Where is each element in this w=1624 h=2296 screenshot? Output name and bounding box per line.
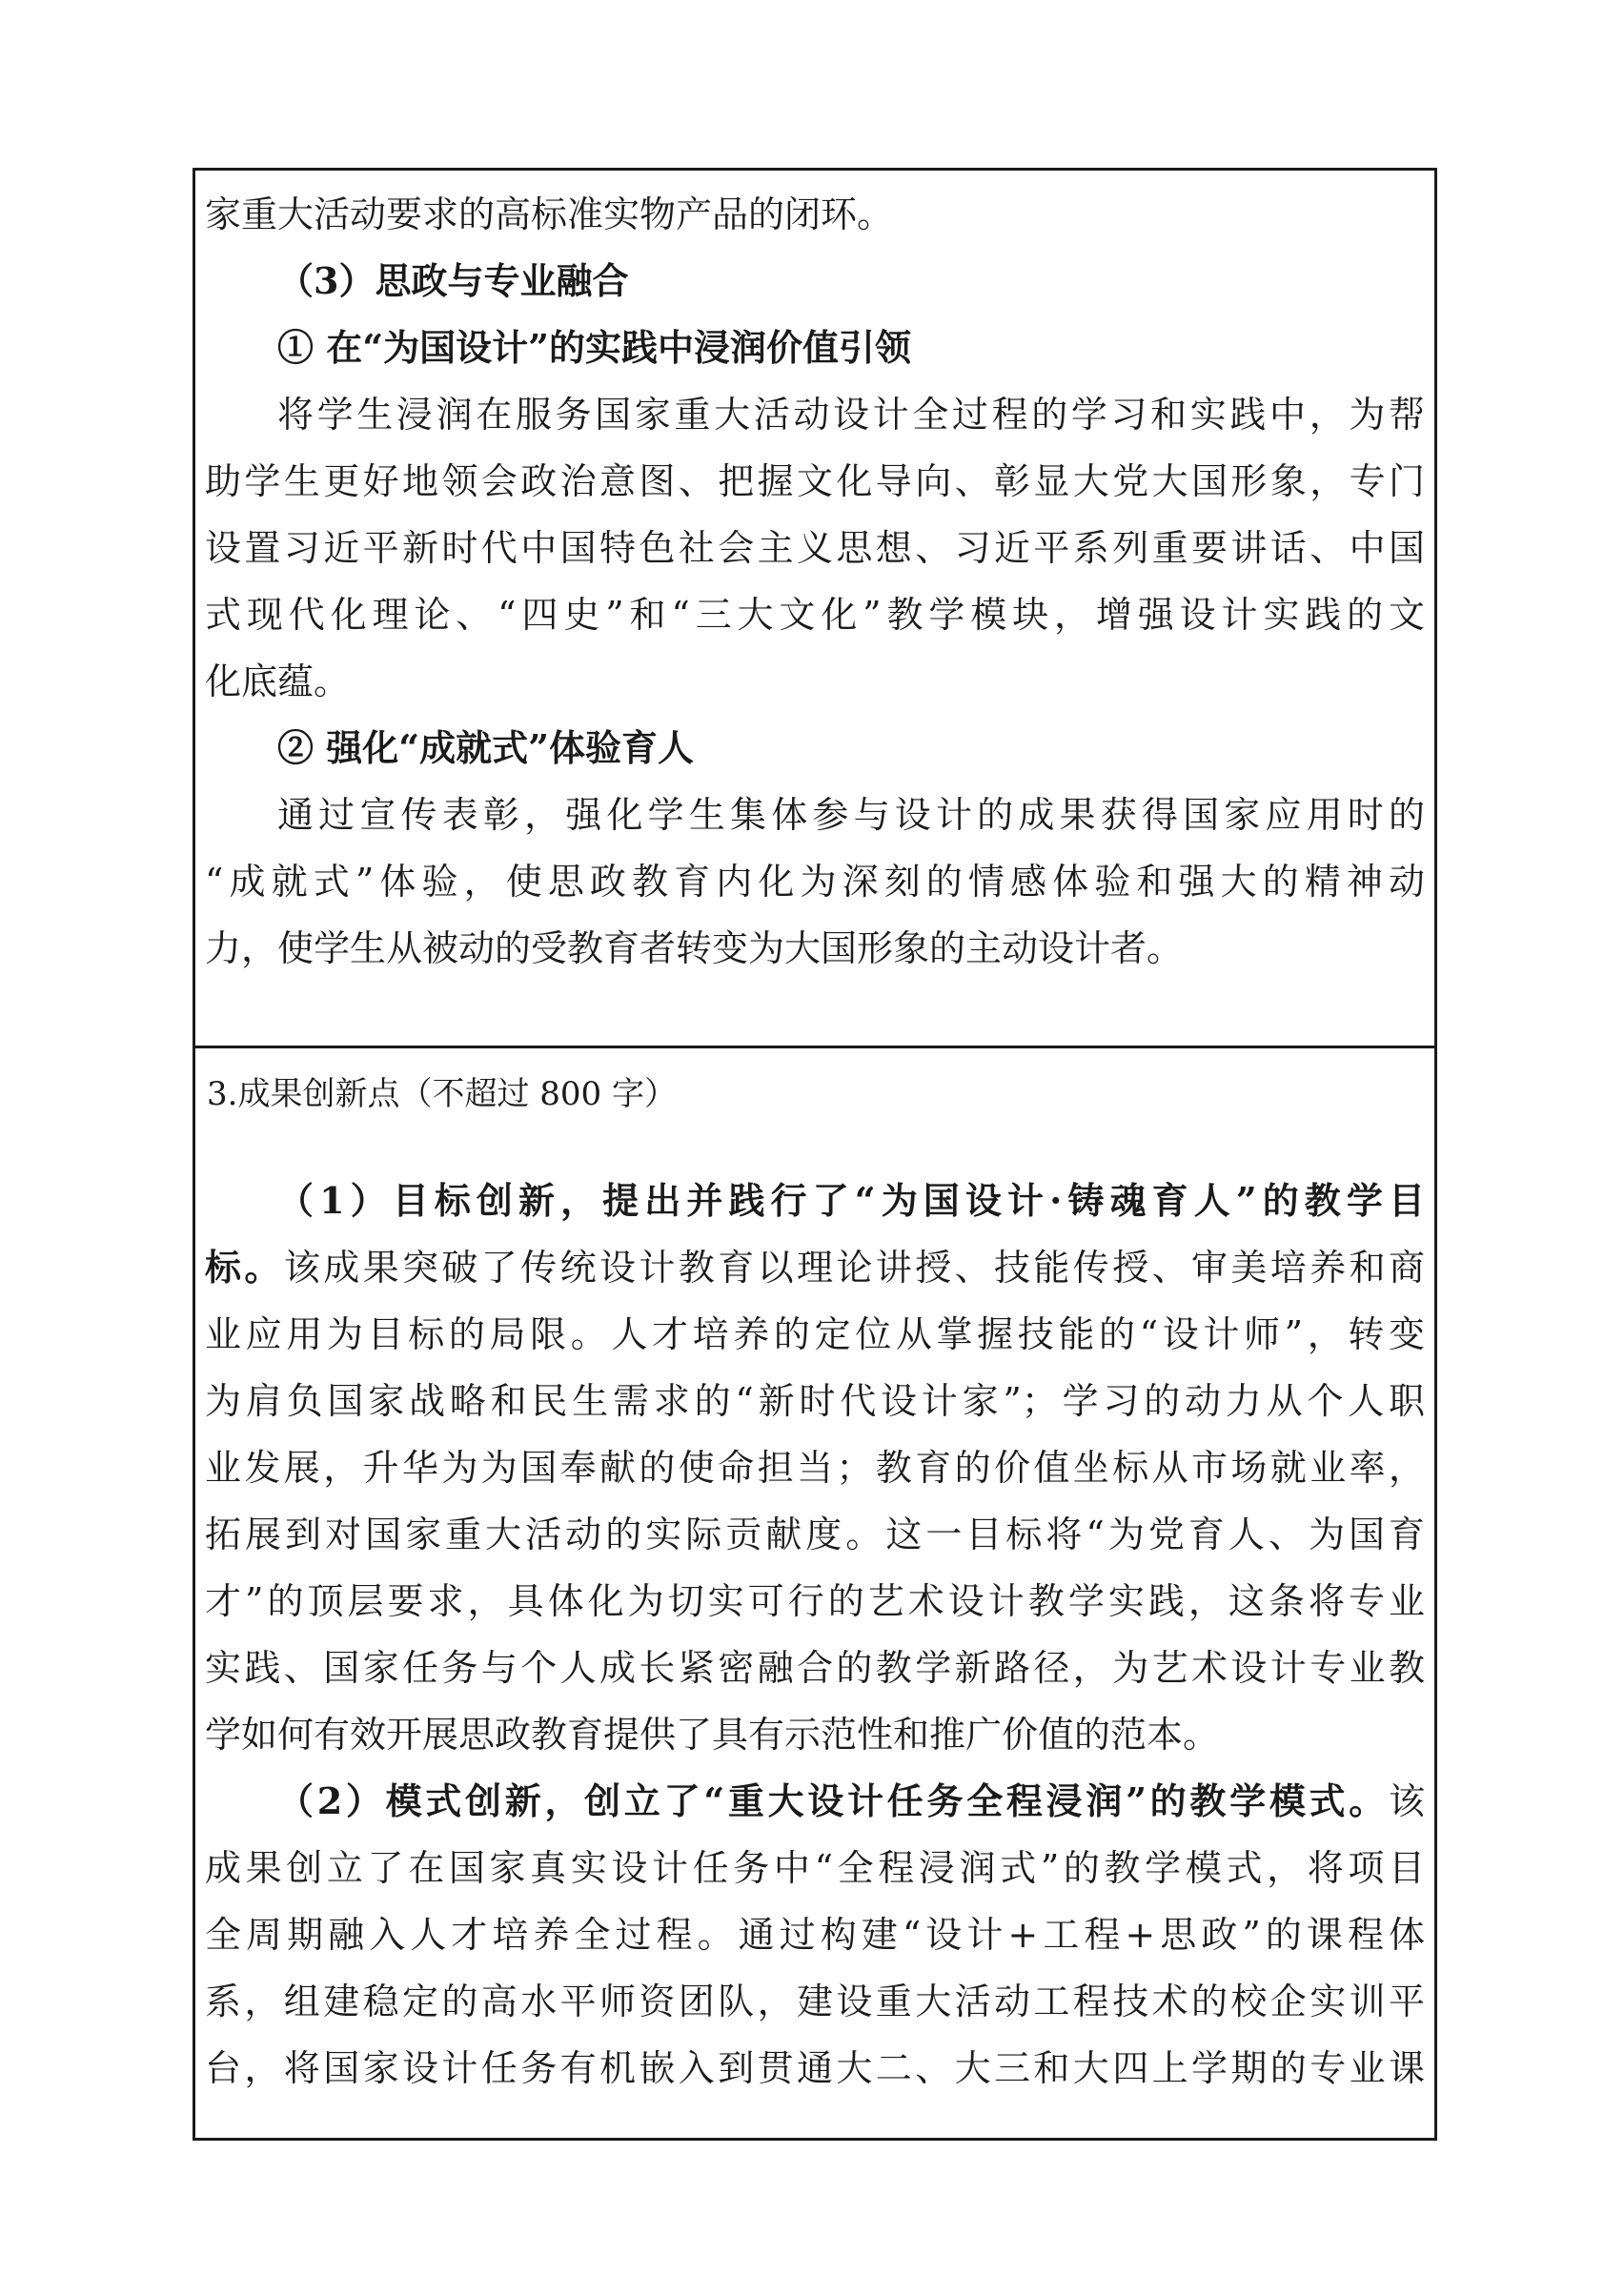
form-table [193, 168, 1437, 2141]
text-line: 台，将国家设计任务有机嵌入到贯通大二、大三和大四上学期的专业课 [205, 2047, 1425, 2089]
text-line: 业应用为目标的局限。人才培养的定位从掌握技能的“设计师”，转变 [205, 1313, 1425, 1355]
section-3-cell [195, 1048, 1434, 2138]
text-line: 化底蕴。 [205, 660, 351, 702]
text-line: 式现代化理论、“四史”和“三大文化”教学模块，增强设计实践的文 [205, 594, 1425, 636]
text-line: 才”的顶层要求，具体化为切实可行的艺术设计教学实践，这条将专业 [205, 1580, 1425, 1622]
p1-heading: （1）目标创新，提出并践行了“为国设计·铸魂育人”的教学目 [277, 1179, 1425, 1222]
p2-heading: （2）模式创新，创立了“重大设计任务全程浸润”的教学模式。 [277, 1779, 1389, 1822]
section-2-cell [195, 171, 1434, 1048]
subheading-3: （3）思政与专业融合 [277, 259, 629, 302]
text-line: 为肩负国家战略和民生需求的“新时代设计家”；学习的动力从个人职 [205, 1380, 1425, 1422]
text-line: 将学生浸润在服务国家重大活动设计全过程的学习和实践中，为帮 [277, 394, 1425, 436]
item-1-heading: ① 在“为国设计”的实践中浸润价值引领 [277, 326, 911, 369]
text-line: “成就式”体验，使思政教育内化为深刻的情感体验和强大的精神动 [205, 861, 1425, 903]
text-line [277, 1773, 1425, 1830]
text-line: 助学生更好地领会政治意图、把握文化导向、彰显大党大国形象，专门 [205, 460, 1425, 502]
text-line: 成果创立了在国家真实设计任务中“全程浸润式”的教学模式，将项目 [205, 1847, 1425, 1889]
text-line: 系，组建稳定的高水平师资团队，建设重大活动工程技术的校企实训平 [205, 1981, 1425, 2022]
text-line: 全周期融入人才培养全过程。通过构建“设计+工程+思政”的课程体 [205, 1914, 1425, 1956]
p1-heading-end: 标。 [205, 1246, 284, 1289]
item-2-heading: ② 强化“成就式”体验育人 [277, 726, 694, 769]
text-line: 力，使学生从被动的受教育者转变为大国形象的主动设计者。 [205, 927, 1184, 969]
text-line: 拓展到对国家重大活动的实际贡献度。这一目标将“为党育人、为国育 [205, 1514, 1425, 1555]
text-line: 业发展，升华为为国奉献的使命担当；教育的价值坐标从市场就业率， [205, 1447, 1425, 1489]
text-line: 实践、国家任务与个人成长紧密融合的教学新路径，为艺术设计专业教 [205, 1647, 1425, 1689]
text-line: 通过宣传表彰，强化学生集体参与设计的成果获得国家应用时的 [277, 794, 1425, 836]
text-line [205, 1239, 1425, 1296]
p1-text: 该成果突破了传统设计教育以理论讲授、技能传授、审美培养和商 [283, 1247, 1425, 1289]
text-line: 设置习近平新时代中国特色社会主义思想、习近平系列重要讲话、中国 [205, 527, 1425, 569]
text-line: 学如何有效开展思政教育提供了具有示范性和推广价值的范本。 [205, 1714, 1220, 1756]
text-line: 家重大活动要求的高标准实物产品的闭环。 [205, 193, 894, 235]
p2-text: 该 [1388, 1780, 1425, 1822]
section-3-title: 3.成果创新点（不超过 800 字） [207, 1075, 677, 1113]
